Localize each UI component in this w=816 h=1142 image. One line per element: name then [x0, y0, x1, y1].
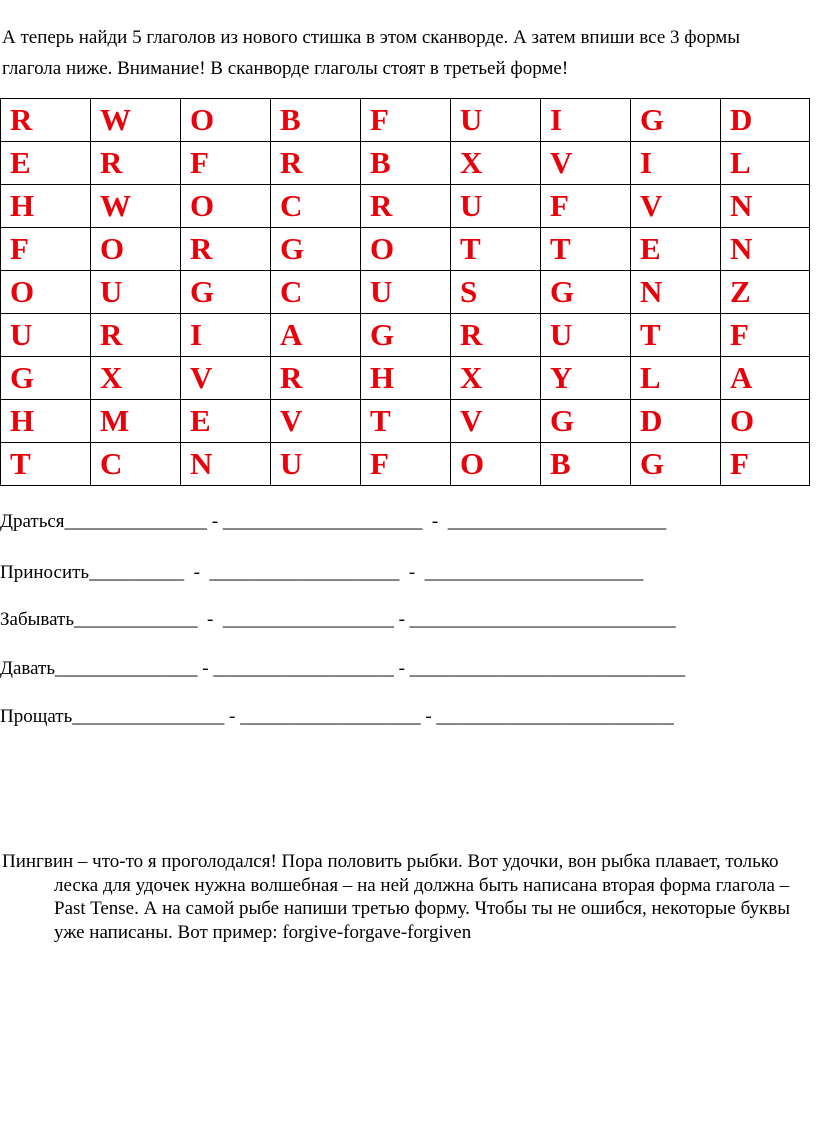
grid-letter-cell: U [541, 314, 631, 357]
grid-letter-cell: G [1, 357, 91, 400]
grid-letter-cell: U [91, 271, 181, 314]
grid-letter-cell: G [361, 314, 451, 357]
grid-letter-cell: D [721, 99, 810, 142]
grid-letter-cell: A [721, 357, 810, 400]
grid-letter-cell: O [91, 228, 181, 271]
grid-letter-cell: R [1, 99, 91, 142]
grid-letter-cell: X [91, 357, 181, 400]
grid-letter-cell: T [541, 228, 631, 271]
grid-letter-cell: R [271, 142, 361, 185]
verb-forms-line[interactable]: Забывать_____________ - __________________ - ____________________________ [0, 609, 676, 630]
grid-letter-cell: T [451, 228, 541, 271]
grid-letter-cell: G [541, 271, 631, 314]
grid-letter-cell: C [271, 271, 361, 314]
word-search-grid [0, 98, 810, 486]
grid-letter-cell: F [721, 314, 810, 357]
grid-letter-cell: R [91, 142, 181, 185]
grid-letter-cell: N [721, 228, 810, 271]
grid-letter-cell: F [361, 99, 451, 142]
grid-letter-cell: E [631, 228, 721, 271]
grid-letter-cell: L [721, 142, 810, 185]
grid-letter-cell: C [271, 185, 361, 228]
verb-forms-line[interactable]: Драться_______________ - _____________________ - _______________________ [0, 511, 667, 532]
grid-letter-cell: O [721, 400, 810, 443]
grid-letter-cell: U [271, 443, 361, 486]
grid-letter-cell: I [631, 142, 721, 185]
grid-letter-cell: I [181, 314, 271, 357]
grid-letter-cell: V [271, 400, 361, 443]
grid-letter-cell: E [181, 400, 271, 443]
grid-letter-cell: Z [721, 271, 810, 314]
grid-row [1, 142, 810, 185]
grid-letter-cell: U [361, 271, 451, 314]
grid-letter-cell: G [541, 400, 631, 443]
grid-letter-cell: V [181, 357, 271, 400]
grid-letter-cell: A [271, 314, 361, 357]
grid-letter-cell: D [631, 400, 721, 443]
grid-letter-cell: M [91, 400, 181, 443]
grid-row [1, 314, 810, 357]
grid-letter-cell: O [451, 443, 541, 486]
grid-letter-cell: O [1, 271, 91, 314]
instructions-text: А теперь найди 5 глаголов из нового стишка в этом сканворде. А затем впиши все 3 формы глагола ниже. Внимание! В сканворде глаголы стоят в третьей форме! [2, 27, 741, 79]
grid-letter-cell: X [451, 357, 541, 400]
grid-letter-cell: F [1, 228, 91, 271]
grid-letter-cell: N [181, 443, 271, 486]
grid-letter-cell: E [1, 142, 91, 185]
grid-letter-cell: S [451, 271, 541, 314]
grid-letter-cell: V [451, 400, 541, 443]
grid-letter-cell: T [361, 400, 451, 443]
grid-letter-cell: F [361, 443, 451, 486]
grid-row [1, 443, 810, 486]
grid-letter-cell: O [361, 228, 451, 271]
grid-row [1, 400, 810, 443]
grid-letter-cell: F [181, 142, 271, 185]
grid-letter-cell: O [181, 99, 271, 142]
grid-letter-cell: N [631, 271, 721, 314]
grid-row [1, 357, 810, 400]
grid-row [1, 99, 810, 142]
grid-letter-cell: U [451, 99, 541, 142]
grid-letter-cell: U [451, 185, 541, 228]
grid-letter-cell: R [451, 314, 541, 357]
grid-letter-cell: R [271, 357, 361, 400]
grid-letter-cell: L [631, 357, 721, 400]
grid-letter-cell: T [1, 443, 91, 486]
grid-letter-cell: H [1, 400, 91, 443]
grid-letter-cell: G [181, 271, 271, 314]
grid-row [1, 228, 810, 271]
grid-row [1, 185, 810, 228]
verb-forms-line[interactable]: Давать_______________ - ___________________ - _____________________________ [0, 658, 686, 679]
grid-letter-cell: V [631, 185, 721, 228]
grid-letter-cell: F [721, 443, 810, 486]
penguin-text: Пингвин – что-то я проголодался! Пора половить рыбки. Вот удочки, вон рыбка плавает, только леска для удочек нужна волшебная – на ней должна быть написана вторая форма глагола – Past Tense. А на самой рыбе напиши третью форму. Чтобы ты не ошибся, некоторые буквы уже написаны. Вот пример: forgive-forgave-forgiven [2, 851, 791, 943]
verb-forms-line[interactable]: Приносить__________ - ____________________ - _______________________ [0, 562, 644, 583]
grid-letter-cell: R [91, 314, 181, 357]
grid-letter-cell: C [91, 443, 181, 486]
grid-letter-cell: W [91, 99, 181, 142]
grid-letter-cell: B [271, 99, 361, 142]
grid-letter-cell: G [631, 99, 721, 142]
grid-letter-cell: R [361, 185, 451, 228]
grid-letter-cell: X [451, 142, 541, 185]
grid-letter-cell: G [271, 228, 361, 271]
grid-letter-cell: N [721, 185, 810, 228]
grid-letter-cell: O [181, 185, 271, 228]
grid-letter-cell: G [631, 443, 721, 486]
grid-letter-cell: W [91, 185, 181, 228]
grid-letter-cell: B [541, 443, 631, 486]
grid-letter-cell: H [1, 185, 91, 228]
grid-letter-cell: F [541, 185, 631, 228]
grid-letter-cell: V [541, 142, 631, 185]
grid-letter-cell: U [1, 314, 91, 357]
verb-forms-line[interactable]: Прощать________________ - ___________________ - _________________________ [0, 706, 674, 727]
grid-row [1, 271, 810, 314]
grid-letter-cell: T [631, 314, 721, 357]
grid-letter-cell: I [541, 99, 631, 142]
grid-letter-cell: H [361, 357, 451, 400]
grid-letter-cell: R [181, 228, 271, 271]
grid-letter-cell: Y [541, 357, 631, 400]
grid-letter-cell: B [361, 142, 451, 185]
